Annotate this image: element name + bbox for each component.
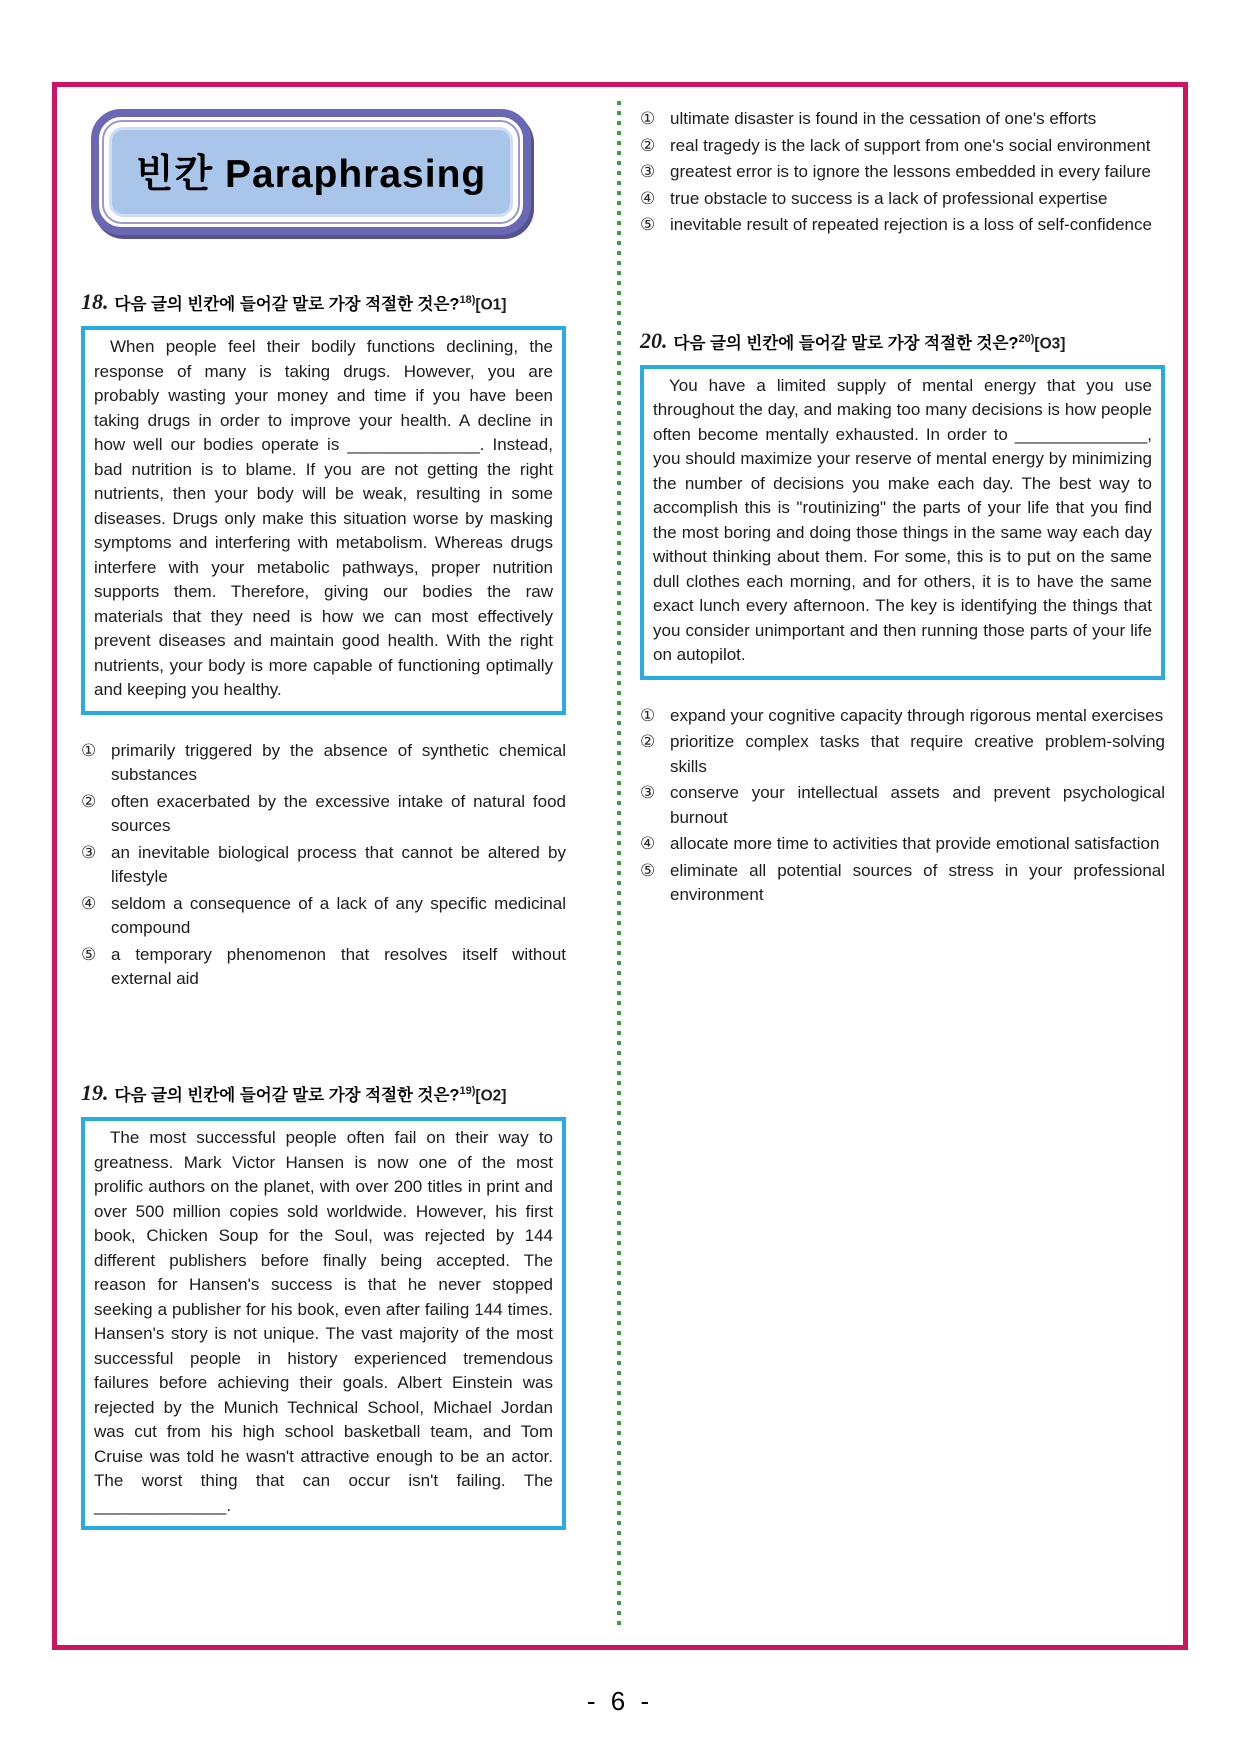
- option-20-4: [640, 832, 1165, 857]
- question-number: 19.: [81, 1080, 109, 1106]
- question-20-passage-box: [640, 365, 1165, 680]
- option-marker: ④: [81, 893, 97, 913]
- option-marker: ②: [640, 732, 656, 752]
- question-prompt: 다음 글의 빈칸에 들어갈 말로 가장 적절한 것은?: [673, 333, 1019, 352]
- option-text: expand your cognitive capacity through rigorous mental exercises: [670, 705, 1164, 725]
- question-18-header: [81, 287, 566, 318]
- option-text: inevitable result of repeated rejection is a loss of self-confidence: [670, 215, 1152, 234]
- option-text: a temporary phenomenon that resolves itself without external aid: [111, 944, 566, 989]
- section-title: 빈칸 Paraphrasing: [109, 127, 513, 217]
- option-marker: ⑤: [640, 215, 656, 234]
- passage-text: You have a limited supply of mental energy that you use throughout the day, and making too many decisions is how people often become mentally exhausted. In order to ______________, you should maximize your reserve of mental energy by minimizing the number of decisions you make each day. The best way to accomplish this is "routinizing" the parts of your life that you find the most boring and doing those things in the same way each day without thinking about them. For some, this is to put on the same dull clothes each morning, and for others, it is to have the same exact lunch every afternoon. The key is identifying the things that you consider unimportant and then running those parts of your life on autopilot.: [653, 375, 1152, 665]
- question-19-options: [640, 107, 1165, 238]
- question-prompt: 다음 글의 빈칸에 들어갈 말로 가장 적절한 것은?: [114, 295, 460, 314]
- question-prompt: 다음 글의 빈칸에 들어갈 말로 가장 적절한 것은?: [114, 1086, 460, 1105]
- option-text: often exacerbated by the excessive intake of natural food sources: [111, 791, 566, 836]
- option-18-1: [81, 739, 566, 788]
- footnote-ref: 19): [459, 1084, 476, 1097]
- option-text: greatest error is to ignore the lessons embedded in every failure: [670, 162, 1151, 181]
- option-marker: ④: [640, 834, 656, 854]
- question-18: [81, 287, 566, 992]
- option-20-2: [640, 730, 1165, 779]
- question-18-passage-box: [81, 326, 566, 715]
- option-20-3: [640, 781, 1165, 830]
- question-19: [81, 1078, 566, 1530]
- option-19-3: [640, 160, 1165, 185]
- option-19-1: [640, 107, 1165, 132]
- question-20-options: [640, 704, 1165, 908]
- question-19-passage-box: [81, 1117, 566, 1530]
- option-text: conserve your intellectual assets and prevent psychological burnout: [670, 783, 1165, 827]
- question-number: 20.: [640, 327, 668, 353]
- option-18-4: [81, 892, 566, 941]
- option-marker: ①: [640, 109, 656, 128]
- question-18-options: [81, 739, 566, 992]
- question-20-header: [640, 326, 1165, 357]
- question-19-header: [81, 1078, 566, 1109]
- option-marker: ①: [640, 705, 656, 725]
- source-code: [O1]: [475, 296, 507, 314]
- option-text: allocate more time to activities that provide emotional satisfaction: [670, 834, 1160, 854]
- question-number: 18.: [81, 289, 109, 315]
- column-right: [621, 87, 1183, 1645]
- option-18-3: [81, 841, 566, 890]
- source-code: [O2]: [475, 1087, 507, 1105]
- passage-text: When people feel their bodily functions declining, the response of many is taking drugs. However, you are probably wasting your money and time if you have been taking drugs in order to improve your health. A decline in how well our bodies operate is ______________. Instead, bad nutrition is to blame. If you are not getting the right nutrients, then your body will be weak, resulting in some diseases. Drugs only make this situation worse by masking symptoms and interfering with metabolism. Whereas drugs interfere with your metabolic pathways, proper nutrition supports them. Therefore, giving our bodies the raw materials that they need is how we can most effectively prevent diseases and maintain good health. With the right nutrients, your body is more capable of functioning optimally and keeping you healthy.: [94, 337, 553, 700]
- source-code: [O3]: [1034, 334, 1066, 352]
- option-19-2: [640, 134, 1165, 159]
- passage-text: The most successful people often fail on their way to greatness. Mark Victor Hansen is now one of the most prolific authors on the planet, with over 200 titles in print and over 500 million copies sold worldwide. However, his first book, Chicken Soup for the Soul, was rejected by 144 different publishers before finally being accepted. The reason for Hansen's success is that he never stopped seeking a publisher for his book, even after failing 144 times. Hansen's story is not unique. The vast majority of the most successful people in history experienced tremendous failures before achieving their goals. Albert Einstein was rejected by the Munich Technical School, Michael Jordan was cut from his high school basketball team, and Tom Cruise was told he wasn't attractive enough to be an actor. The worst thing that can occur isn't failing. The ______________.: [94, 1128, 553, 1515]
- page-number: - 6 -: [586, 1686, 654, 1716]
- option-text: seldom a consequence of a lack of any specific medicinal compound: [111, 893, 566, 938]
- option-marker: ③: [640, 783, 656, 803]
- option-marker: ④: [640, 188, 656, 208]
- option-text: an inevitable biological process that cannot be altered by lifestyle: [111, 842, 566, 887]
- option-marker: ①: [81, 740, 97, 760]
- column-left: [57, 87, 617, 1645]
- page-frame: [52, 82, 1188, 1650]
- option-marker: ②: [81, 791, 97, 811]
- option-marker: ⑤: [640, 860, 656, 880]
- option-20-5: [640, 859, 1165, 908]
- option-text: eliminate all potential sources of stress in your professional environment: [670, 860, 1165, 905]
- option-text: ultimate disaster is found in the cessation of one's efforts: [670, 109, 1097, 128]
- option-18-2: [81, 790, 566, 839]
- option-marker: ③: [81, 842, 97, 862]
- option-text: prioritize complex tasks that require creative problem-solving skills: [670, 732, 1165, 776]
- option-text: real tragedy is the lack of support from one's social environment: [670, 135, 1151, 155]
- section-title-inner-frame: [102, 120, 520, 224]
- option-marker: ⑤: [81, 944, 97, 964]
- option-19-5: [640, 213, 1165, 238]
- option-text: primarily triggered by the absence of synthetic chemical substances: [111, 740, 566, 785]
- option-marker: ③: [640, 162, 656, 181]
- option-20-1: [640, 704, 1165, 729]
- section-title-box: [91, 109, 531, 235]
- footnote-ref: 18): [459, 294, 476, 306]
- option-19-4: [640, 187, 1165, 212]
- footnote-ref: 20): [1018, 332, 1035, 345]
- option-text: true obstacle to success is a lack of professional expertise: [670, 188, 1108, 208]
- option-18-5: [81, 943, 566, 992]
- question-20: [640, 326, 1165, 908]
- option-marker: ②: [640, 135, 656, 155]
